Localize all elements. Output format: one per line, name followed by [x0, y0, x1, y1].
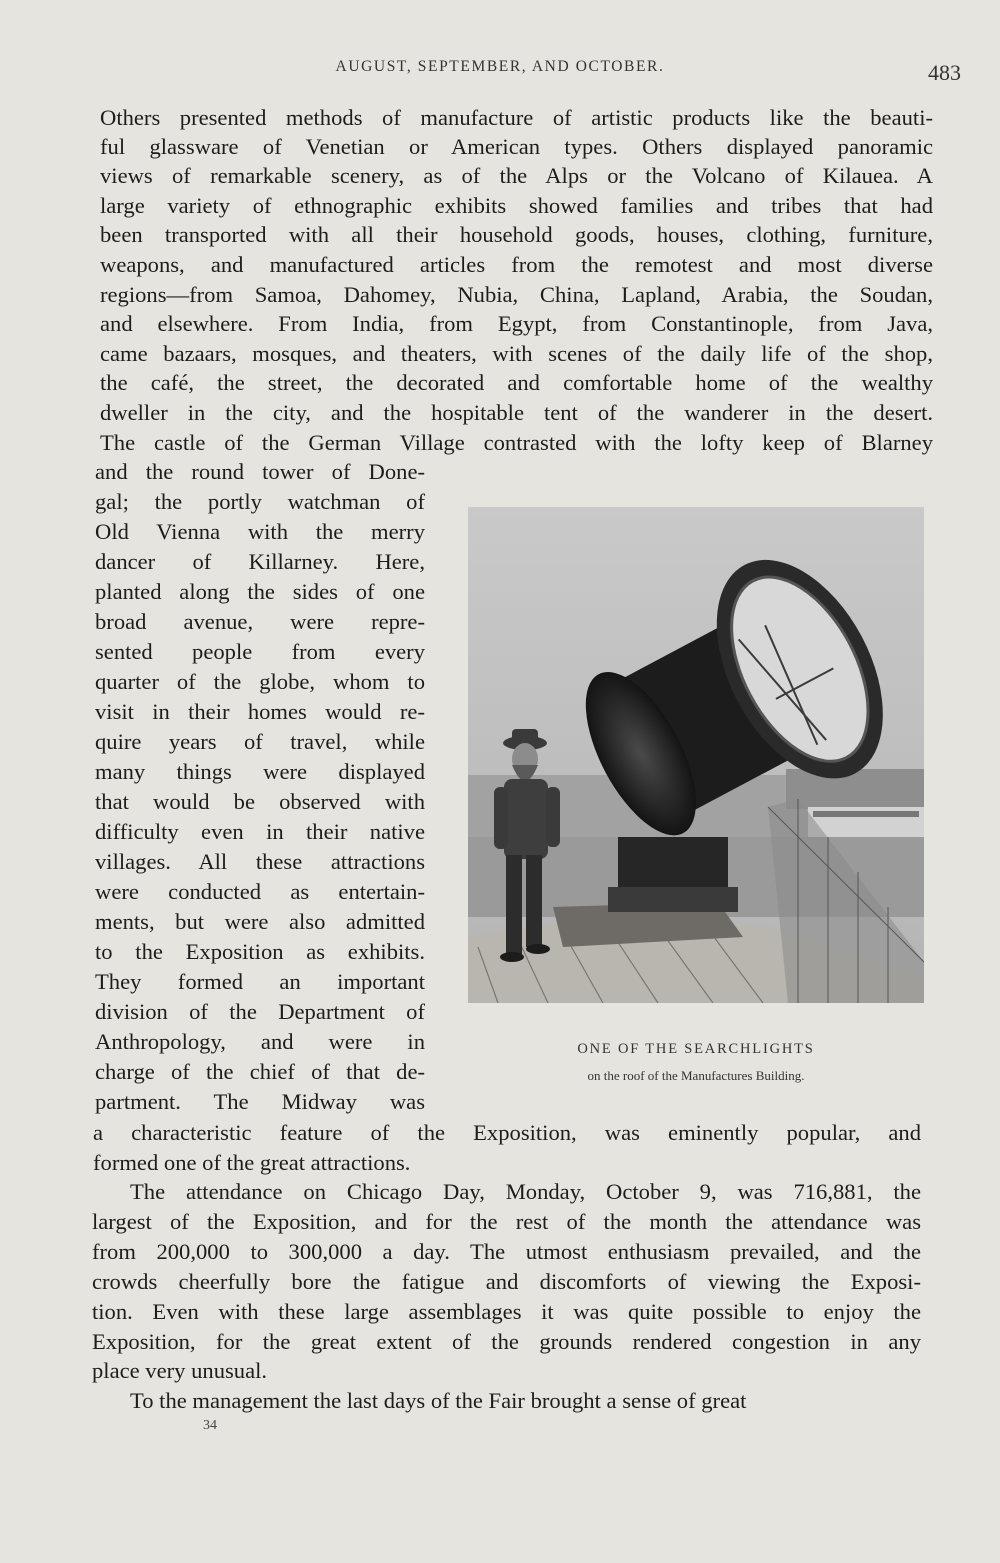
text-line: ful glassware of Venetian or American types. Others displayed panoramic — [100, 134, 933, 159]
text-line: Exposition, for the great extent of the grounds rendered congestion in any — [92, 1329, 921, 1354]
text-line: place very unusual. — [92, 1358, 268, 1383]
text-line: gal; the portly watchman of — [95, 489, 425, 514]
text-line: dancer of Killarney. Here, — [95, 549, 425, 574]
text-line: sented people from every — [95, 639, 425, 664]
text-line: The attendance on Chicago Day, Monday, October 9, was 716,881, the — [130, 1179, 921, 1204]
text-line: Old Vienna with the merry — [95, 519, 425, 544]
text-line: came bazaars, mosques, and theaters, with scenes of the daily life of the shop, — [100, 341, 933, 366]
text-line: views of remarkable scenery, as of the Alps or the Volcano of Kilauea. A — [100, 163, 933, 188]
text-line: broad avenue, were repre- — [95, 609, 425, 634]
signature-mark: 34 — [203, 1418, 217, 1433]
text-line: dweller in the city, and the hospitable tent of the wanderer in the desert. — [100, 400, 933, 425]
text-line: tion. Even with these large assemblages it was quite possible to enjoy the — [92, 1299, 921, 1324]
text-line: many things were displayed — [95, 759, 425, 784]
text-line: Others presented methods of manufacture of artistic products like the beauti- — [100, 105, 933, 130]
text-line: Anthropology, and were in — [95, 1029, 425, 1054]
text-line: regions—from Samoa, Dahomey, Nubia, China, Lapland, Arabia, the Soudan, — [100, 282, 933, 307]
text-line: and the round tower of Done- — [95, 459, 425, 484]
text-line: formed one of the great attractions. — [93, 1150, 411, 1175]
text-line: villages. All these attractions — [95, 849, 425, 874]
text-line: quarter of the globe, whom to — [95, 669, 425, 694]
text-line: To the management the last days of the Fair brought a sense of great — [130, 1388, 747, 1413]
text-line: division of the Department of — [95, 999, 425, 1024]
text-line: large variety of ethnographic exhibits showed families and tribes that had — [100, 193, 933, 218]
text-line: been transported with all their household goods, houses, clothing, furniture, — [100, 222, 933, 247]
text-line: They formed an important — [95, 969, 425, 994]
text-line: crowds cheerfully bore the fatigue and discomforts of viewing the Exposi- — [92, 1269, 921, 1294]
text-line: the café, the street, the decorated and comfortable home of the wealthy — [100, 370, 933, 395]
text-line: The castle of the German Village contrasted with the lofty keep of Blarney — [100, 430, 933, 455]
text-line: ments, but were also admitted — [95, 909, 425, 934]
text-line: planted along the sides of one — [95, 579, 425, 604]
text-line: partment. The Midway was — [95, 1089, 425, 1114]
text-line: were conducted as entertain- — [95, 879, 425, 904]
figure-caption-title: ONE OF THE SEARCHLIGHTS — [577, 1041, 815, 1057]
text-line: a characteristic feature of the Exposition, was eminently popular, and — [93, 1120, 921, 1145]
text-line: quire years of travel, while — [95, 729, 425, 754]
page-number: 483 — [928, 60, 961, 85]
text-line: from 200,000 to 300,000 a day. The utmost enthusiasm prevailed, and the — [92, 1239, 921, 1264]
searchlight-photograph — [468, 507, 924, 1003]
running-head: AUGUST, SEPTEMBER, AND OCTOBER. — [335, 58, 665, 75]
text-line: to the Exposition as exhibits. — [95, 939, 425, 964]
text-line: weapons, and manufactured articles from the remotest and most diverse — [100, 252, 933, 277]
text-line: and elsewhere. From India, from Egypt, from Constantinople, from Java, — [100, 311, 933, 336]
figure-caption-subtitle: on the roof of the Manufactures Building. — [587, 1068, 805, 1083]
text-line: largest of the Exposition, and for the rest of the month the attendance was — [92, 1209, 921, 1234]
text-line: visit in their homes would re- — [95, 699, 425, 724]
text-line: difficulty even in their native — [95, 819, 425, 844]
text-line: that would be observed with — [95, 789, 425, 814]
text-line: charge of the chief of that de- — [95, 1059, 425, 1084]
